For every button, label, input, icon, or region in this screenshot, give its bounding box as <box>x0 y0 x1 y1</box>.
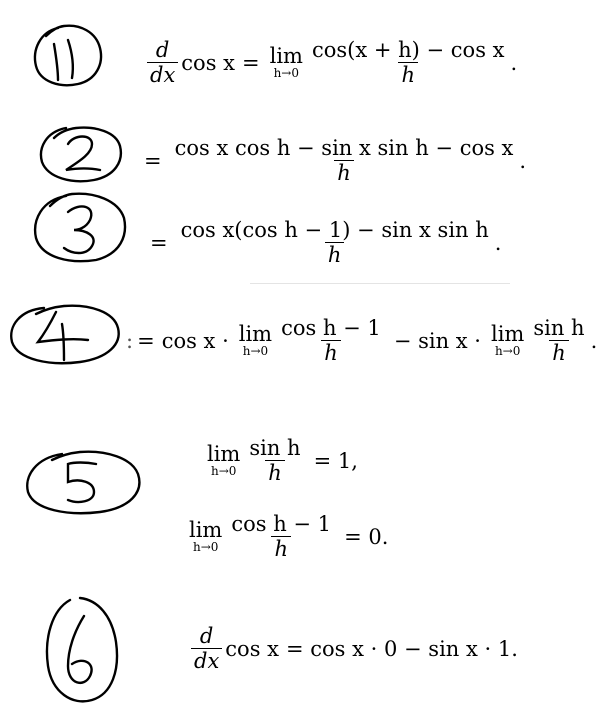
step-number-1-mark <box>28 22 108 92</box>
equation-step-3: = $\frac{\text{cos x(cos h − 1) − sin x sin h}}{h}$ . <box>150 218 502 268</box>
expanded-fraction: $\frac{\text{cos x cos h − sin x sin h − cos x}}{h}$ <box>174 136 514 186</box>
step-number-4-mark <box>4 302 126 368</box>
equation-step-1: $\frac{d}{dx}$ cos x = lim h→0 $\frac{\text{cos(x + h) − cos x}}{h}$ . <box>144 38 517 87</box>
divider-line <box>250 283 510 284</box>
derivative-operator: $\frac{d}{dx}$ <box>191 624 222 673</box>
equation-step-5-sin-limit: lim h→0 $\frac{\text{sin h}}{h}$ = 1, <box>207 436 358 486</box>
limit-operator: lim h→0 <box>207 442 241 479</box>
step-number-5-mark <box>18 446 150 520</box>
cos-minus-one-over-h: $\frac{\text{cos h − 1}}{h}$ <box>231 512 332 562</box>
derivative-operator: $\frac{d}{dx}$ <box>147 38 178 87</box>
difference-quotient: $\frac{\text{cos(x + h) − cos x}}{h}$ <box>311 38 505 88</box>
limit-operator-1: lim h→0 <box>238 322 273 359</box>
equation-step-2: = $\frac{\text{cos x cos h − sin x sin h − cos x}}{h}$ . <box>144 136 527 186</box>
equation-step-5-cos-limit: lim h→0 $\frac{\text{cos h − 1}}{h}$ = 0. <box>189 512 389 562</box>
sin-over-h: $\frac{\text{sin h}}{h}$ <box>249 436 301 486</box>
cos-limit-fraction: $\frac{\text{cos h − 1}}{h}$ <box>281 316 381 366</box>
limit-operator-2: lim h→0 <box>490 322 525 359</box>
step-number-6-mark <box>40 592 124 710</box>
equation-step-6: $\frac{d}{dx}$ cos x = cos x · 0 − sin x · 1. <box>188 624 518 673</box>
factored-fraction: $\frac{\text{cos x(cos h − 1) − sin x sin h}}{h}$ <box>180 218 489 268</box>
sin-limit-fraction: $\frac{\text{sin h}}{h}$ <box>533 316 585 366</box>
limit-operator: lim h→0 <box>269 44 303 81</box>
equation-step-4: : = cos x · lim h→0 $\frac{\text{cos h − 1}}{h}$ − sin x · lim h→0 $\frac{\text{sin h}}{h}$ . <box>126 316 598 366</box>
step-number-2-mark <box>32 124 128 186</box>
limit-operator: lim h→0 <box>189 518 223 555</box>
step-number-3-mark <box>28 190 132 268</box>
